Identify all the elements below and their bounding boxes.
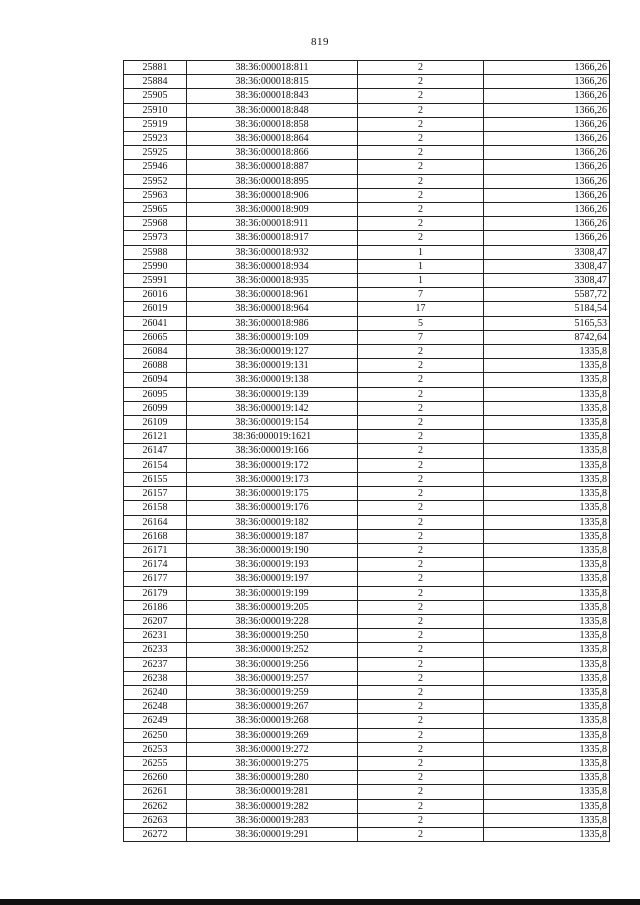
count-cell: 2: [358, 188, 484, 202]
record-number-cell: 26016: [124, 288, 187, 302]
table-row: [124, 359, 610, 373]
cadastral-number-cell: 38:36:000019:131: [187, 359, 358, 373]
count-cell: 2: [358, 614, 484, 628]
table-row: [124, 756, 610, 770]
record-number-cell: 26260: [124, 771, 187, 785]
record-number-cell: 26238: [124, 671, 187, 685]
record-number-cell: 26233: [124, 643, 187, 657]
count-cell: 2: [358, 117, 484, 131]
count-cell: 2: [358, 430, 484, 444]
cadastral-number-cell: 38:36:000019:139: [187, 387, 358, 401]
record-number-cell: 26121: [124, 430, 187, 444]
table-row: [124, 259, 610, 273]
count-cell: 2: [358, 373, 484, 387]
count-cell: 2: [358, 586, 484, 600]
area-cell: 1335,8: [484, 671, 610, 685]
record-number-cell: 26065: [124, 330, 187, 344]
area-cell: 1335,8: [484, 614, 610, 628]
registry-table: [123, 60, 610, 842]
table-row: [124, 728, 610, 742]
count-cell: 2: [358, 487, 484, 501]
cadastral-number-cell: 38:36:000019:205: [187, 600, 358, 614]
cadastral-number-cell: 38:36:000018:935: [187, 274, 358, 288]
area-cell: 1335,8: [484, 359, 610, 373]
area-cell: 1335,8: [484, 345, 610, 359]
table-row: [124, 487, 610, 501]
record-number-cell: 26109: [124, 416, 187, 430]
record-number-cell: 25973: [124, 231, 187, 245]
count-cell: 2: [358, 345, 484, 359]
area-cell: 1366,26: [484, 231, 610, 245]
record-number-cell: 26099: [124, 401, 187, 415]
record-number-cell: 26231: [124, 629, 187, 643]
cadastral-number-cell: 38:36:000018:964: [187, 302, 358, 316]
cadastral-number-cell: 38:36:000019:272: [187, 742, 358, 756]
count-cell: 2: [358, 501, 484, 515]
table-row: [124, 700, 610, 714]
cadastral-number-cell: 38:36:000018:848: [187, 103, 358, 117]
table-row: [124, 217, 610, 231]
record-number-cell: 26177: [124, 572, 187, 586]
table-row: [124, 813, 610, 827]
cadastral-number-cell: 38:36:000019:267: [187, 700, 358, 714]
record-number-cell: 25905: [124, 89, 187, 103]
record-number-cell: 26041: [124, 316, 187, 330]
table-row: [124, 330, 610, 344]
table-row: [124, 458, 610, 472]
record-number-cell: 26094: [124, 373, 187, 387]
area-cell: 1335,8: [484, 401, 610, 415]
count-cell: 2: [358, 629, 484, 643]
table-row: [124, 75, 610, 89]
count-cell: 2: [358, 160, 484, 174]
count-cell: 2: [358, 700, 484, 714]
table-row: [124, 558, 610, 572]
area-cell: 1366,26: [484, 117, 610, 131]
table-row: [124, 657, 610, 671]
record-number-cell: 26240: [124, 685, 187, 699]
count-cell: 2: [358, 458, 484, 472]
table-row: [124, 274, 610, 288]
area-cell: 1366,26: [484, 75, 610, 89]
cadastral-number-cell: 38:36:000019:281: [187, 785, 358, 799]
count-cell: 1: [358, 274, 484, 288]
count-cell: 2: [358, 572, 484, 586]
area-cell: 1335,8: [484, 685, 610, 699]
cadastral-number-cell: 38:36:000019:175: [187, 487, 358, 501]
area-cell: 1335,8: [484, 600, 610, 614]
count-cell: 2: [358, 132, 484, 146]
table-row: [124, 188, 610, 202]
count-cell: 2: [358, 714, 484, 728]
table-row: [124, 103, 610, 117]
count-cell: 5: [358, 316, 484, 330]
record-number-cell: 26253: [124, 742, 187, 756]
table-row: [124, 614, 610, 628]
cadastral-number-cell: 38:36:000018:843: [187, 89, 358, 103]
count-cell: 2: [358, 203, 484, 217]
count-cell: 2: [358, 785, 484, 799]
area-cell: 1335,8: [484, 416, 610, 430]
area-cell: 1335,8: [484, 714, 610, 728]
cadastral-number-cell: 38:36:000018:934: [187, 259, 358, 273]
count-cell: 2: [358, 75, 484, 89]
record-number-cell: 25881: [124, 61, 187, 75]
cadastral-number-cell: 38:36:000019:199: [187, 586, 358, 600]
area-cell: 1335,8: [484, 827, 610, 841]
area-cell: 1366,26: [484, 89, 610, 103]
count-cell: 2: [358, 89, 484, 103]
record-number-cell: 26168: [124, 529, 187, 543]
table-row: [124, 416, 610, 430]
area-cell: 1335,8: [484, 444, 610, 458]
cadastral-number-cell: 38:36:000019:154: [187, 416, 358, 430]
table-row: [124, 174, 610, 188]
count-cell: 7: [358, 330, 484, 344]
area-cell: 1335,8: [484, 387, 610, 401]
table-row: [124, 742, 610, 756]
cadastral-number-cell: 38:36:000018:895: [187, 174, 358, 188]
count-cell: 2: [358, 515, 484, 529]
table-row: [124, 600, 610, 614]
area-cell: 1366,26: [484, 146, 610, 160]
table-row: [124, 629, 610, 643]
cadastral-number-cell: 38:36:000019:256: [187, 657, 358, 671]
table-row: [124, 203, 610, 217]
cadastral-number-cell: 38:36:000019:109: [187, 330, 358, 344]
record-number-cell: 25925: [124, 146, 187, 160]
cadastral-number-cell: 38:36:000019:190: [187, 543, 358, 557]
count-cell: 1: [358, 245, 484, 259]
area-cell: 1335,8: [484, 742, 610, 756]
record-number-cell: 26084: [124, 345, 187, 359]
count-cell: 2: [358, 558, 484, 572]
area-cell: 5587,72: [484, 288, 610, 302]
area-cell: 1335,8: [484, 586, 610, 600]
count-cell: 2: [358, 799, 484, 813]
record-number-cell: 25884: [124, 75, 187, 89]
area-cell: 1366,26: [484, 160, 610, 174]
record-number-cell: 26249: [124, 714, 187, 728]
cadastral-number-cell: 38:36:000019:269: [187, 728, 358, 742]
record-number-cell: 26164: [124, 515, 187, 529]
table-row: [124, 245, 610, 259]
cadastral-number-cell: 38:36:000018:986: [187, 316, 358, 330]
area-cell: 1335,8: [484, 515, 610, 529]
cadastral-number-cell: 38:36:000018:858: [187, 117, 358, 131]
count-cell: 2: [358, 217, 484, 231]
table-row: [124, 501, 610, 515]
record-number-cell: 26019: [124, 302, 187, 316]
cadastral-number-cell: 38:36:000019:1621: [187, 430, 358, 444]
cadastral-number-cell: 38:36:000018:911: [187, 217, 358, 231]
table-row: [124, 288, 610, 302]
record-number-cell: 26147: [124, 444, 187, 458]
record-number-cell: 25946: [124, 160, 187, 174]
table-row: [124, 771, 610, 785]
record-number-cell: 26171: [124, 543, 187, 557]
table-row: [124, 643, 610, 657]
cadastral-number-cell: 38:36:000019:282: [187, 799, 358, 813]
cadastral-number-cell: 38:36:000019:127: [187, 345, 358, 359]
area-cell: 3308,47: [484, 274, 610, 288]
count-cell: 2: [358, 728, 484, 742]
count-cell: 17: [358, 302, 484, 316]
record-number-cell: 25910: [124, 103, 187, 117]
page-number: 819: [311, 36, 329, 48]
area-cell: 1366,26: [484, 132, 610, 146]
record-number-cell: 26263: [124, 813, 187, 827]
area-cell: 1335,8: [484, 458, 610, 472]
count-cell: 2: [358, 103, 484, 117]
cadastral-number-cell: 38:36:000018:866: [187, 146, 358, 160]
count-cell: 7: [358, 288, 484, 302]
area-cell: 1335,8: [484, 785, 610, 799]
record-number-cell: 25919: [124, 117, 187, 131]
area-cell: 8742,64: [484, 330, 610, 344]
record-number-cell: 26174: [124, 558, 187, 572]
record-number-cell: 26250: [124, 728, 187, 742]
cadastral-number-cell: 38:36:000018:917: [187, 231, 358, 245]
count-cell: 2: [358, 685, 484, 699]
record-number-cell: 25923: [124, 132, 187, 146]
cadastral-number-cell: 38:36:000019:176: [187, 501, 358, 515]
cadastral-number-cell: 38:36:000019:193: [187, 558, 358, 572]
area-cell: 1335,8: [484, 487, 610, 501]
table-row: [124, 117, 610, 131]
area-cell: 1335,8: [484, 373, 610, 387]
cadastral-number-cell: 38:36:000019:182: [187, 515, 358, 529]
count-cell: 2: [358, 756, 484, 770]
area-cell: 1366,26: [484, 103, 610, 117]
area-cell: 1335,8: [484, 700, 610, 714]
cadastral-number-cell: 38:36:000019:187: [187, 529, 358, 543]
record-number-cell: 26179: [124, 586, 187, 600]
area-cell: 1335,8: [484, 813, 610, 827]
cadastral-number-cell: 38:36:000018:909: [187, 203, 358, 217]
count-cell: 2: [358, 742, 484, 756]
table-row: [124, 444, 610, 458]
record-number-cell: 26157: [124, 487, 187, 501]
count-cell: 2: [358, 771, 484, 785]
area-cell: 1366,26: [484, 174, 610, 188]
table-row: [124, 515, 610, 529]
count-cell: 2: [358, 61, 484, 75]
table-row: [124, 572, 610, 586]
record-number-cell: 26261: [124, 785, 187, 799]
area-cell: 1335,8: [484, 472, 610, 486]
cadastral-number-cell: 38:36:000019:252: [187, 643, 358, 657]
cadastral-number-cell: 38:36:000019:172: [187, 458, 358, 472]
record-number-cell: 26207: [124, 614, 187, 628]
count-cell: 2: [358, 146, 484, 160]
table-row: [124, 231, 610, 245]
record-number-cell: 26088: [124, 359, 187, 373]
table-row: [124, 401, 610, 415]
table-row: [124, 543, 610, 557]
count-cell: 2: [358, 657, 484, 671]
count-cell: 2: [358, 813, 484, 827]
table-row: [124, 586, 610, 600]
record-number-cell: 26272: [124, 827, 187, 841]
cadastral-number-cell: 38:36:000018:961: [187, 288, 358, 302]
area-cell: 1335,8: [484, 799, 610, 813]
count-cell: 2: [358, 231, 484, 245]
cadastral-number-cell: 38:36:000019:173: [187, 472, 358, 486]
area-cell: 1335,8: [484, 657, 610, 671]
count-cell: 2: [358, 827, 484, 841]
record-number-cell: 26095: [124, 387, 187, 401]
area-cell: 1335,8: [484, 771, 610, 785]
record-number-cell: 26248: [124, 700, 187, 714]
area-cell: 3308,47: [484, 259, 610, 273]
area-cell: 5165,53: [484, 316, 610, 330]
area-cell: 1366,26: [484, 61, 610, 75]
count-cell: 2: [358, 174, 484, 188]
cadastral-number-cell: 38:36:000018:811: [187, 61, 358, 75]
table-row: [124, 430, 610, 444]
cadastral-number-cell: 38:36:000019:291: [187, 827, 358, 841]
record-number-cell: 25990: [124, 259, 187, 273]
record-number-cell: 26158: [124, 501, 187, 515]
count-cell: 1: [358, 259, 484, 273]
area-cell: 1335,8: [484, 558, 610, 572]
area-cell: 1335,8: [484, 501, 610, 515]
cadastral-number-cell: 38:36:000019:250: [187, 629, 358, 643]
count-cell: 2: [358, 529, 484, 543]
cadastral-number-cell: 38:36:000019:142: [187, 401, 358, 415]
cadastral-number-cell: 38:36:000018:906: [187, 188, 358, 202]
area-cell: 1335,8: [484, 728, 610, 742]
count-cell: 2: [358, 643, 484, 657]
area-cell: 5184,54: [484, 302, 610, 316]
table-row: [124, 387, 610, 401]
table-row: [124, 685, 610, 699]
cadastral-number-cell: 38:36:000018:932: [187, 245, 358, 259]
scan-edge-bar: [0, 899, 640, 905]
count-cell: 2: [358, 600, 484, 614]
count-cell: 2: [358, 444, 484, 458]
table-row: [124, 472, 610, 486]
count-cell: 2: [358, 401, 484, 415]
cadastral-number-cell: 38:36:000019:280: [187, 771, 358, 785]
record-number-cell: 25991: [124, 274, 187, 288]
area-cell: 1335,8: [484, 543, 610, 557]
area-cell: 1335,8: [484, 756, 610, 770]
cadastral-number-cell: 38:36:000019:275: [187, 756, 358, 770]
table-row: [124, 132, 610, 146]
area-cell: 3308,47: [484, 245, 610, 259]
table-row: [124, 799, 610, 813]
table-row: [124, 316, 610, 330]
count-cell: 2: [358, 416, 484, 430]
record-number-cell: 25988: [124, 245, 187, 259]
area-cell: 1366,26: [484, 203, 610, 217]
table-row: [124, 89, 610, 103]
area-cell: 1335,8: [484, 529, 610, 543]
count-cell: 2: [358, 472, 484, 486]
cadastral-number-cell: 38:36:000019:197: [187, 572, 358, 586]
record-number-cell: 26155: [124, 472, 187, 486]
record-number-cell: 25952: [124, 174, 187, 188]
record-number-cell: 25963: [124, 188, 187, 202]
table-row: [124, 302, 610, 316]
table-row: [124, 345, 610, 359]
cadastral-number-cell: 38:36:000018:887: [187, 160, 358, 174]
table-row: [124, 373, 610, 387]
cadastral-number-cell: 38:36:000019:259: [187, 685, 358, 699]
record-number-cell: 25965: [124, 203, 187, 217]
cadastral-number-cell: 38:36:000018:864: [187, 132, 358, 146]
record-number-cell: 26154: [124, 458, 187, 472]
cadastral-number-cell: 38:36:000019:138: [187, 373, 358, 387]
record-number-cell: 26255: [124, 756, 187, 770]
table-row: [124, 146, 610, 160]
table-row: [124, 827, 610, 841]
cadastral-number-cell: 38:36:000019:283: [187, 813, 358, 827]
table-row: [124, 785, 610, 799]
area-cell: 1366,26: [484, 217, 610, 231]
cadastral-number-cell: 38:36:000018:815: [187, 75, 358, 89]
record-number-cell: 26237: [124, 657, 187, 671]
area-cell: 1335,8: [484, 629, 610, 643]
count-cell: 2: [358, 671, 484, 685]
cadastral-number-cell: 38:36:000019:228: [187, 614, 358, 628]
registry-table-body: [124, 61, 610, 842]
area-cell: 1335,8: [484, 430, 610, 444]
area-cell: 1335,8: [484, 572, 610, 586]
table-row: [124, 671, 610, 685]
count-cell: 2: [358, 543, 484, 557]
record-number-cell: 25968: [124, 217, 187, 231]
count-cell: 2: [358, 387, 484, 401]
area-cell: 1335,8: [484, 643, 610, 657]
record-number-cell: 26186: [124, 600, 187, 614]
table-row: [124, 61, 610, 75]
table-row: [124, 160, 610, 174]
cadastral-number-cell: 38:36:000019:268: [187, 714, 358, 728]
cadastral-number-cell: 38:36:000019:257: [187, 671, 358, 685]
record-number-cell: 26262: [124, 799, 187, 813]
cadastral-number-cell: 38:36:000019:166: [187, 444, 358, 458]
table-row: [124, 714, 610, 728]
table-row: [124, 529, 610, 543]
area-cell: 1366,26: [484, 188, 610, 202]
count-cell: 2: [358, 359, 484, 373]
